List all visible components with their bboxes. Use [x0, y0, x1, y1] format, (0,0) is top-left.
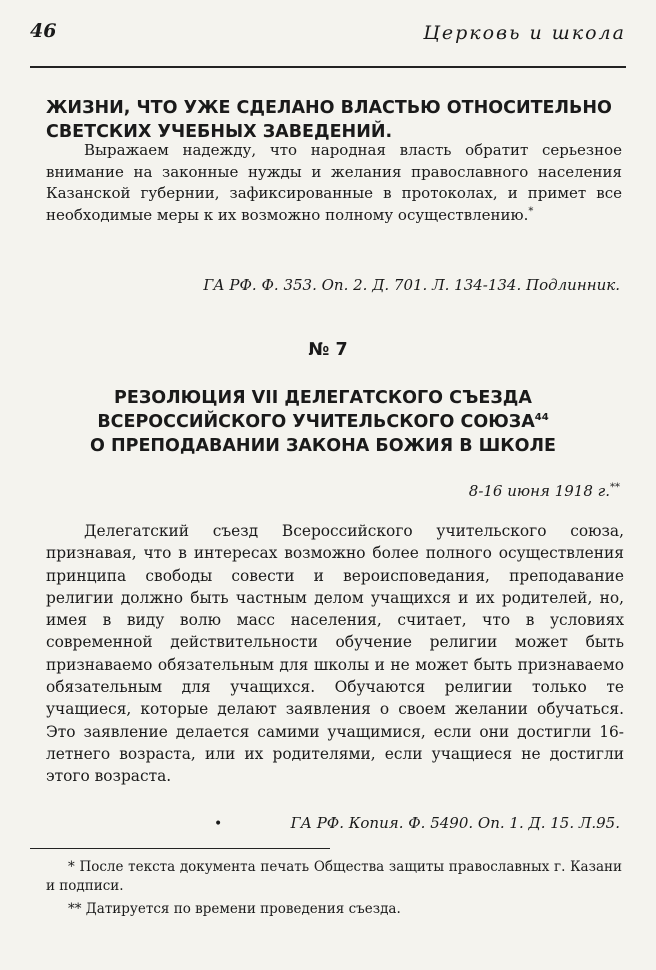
document-number: № 7 [308, 340, 348, 360]
continued-paragraph [46, 140, 622, 226]
archive-citation: ГА РФ. Копия. Ф. 5490. Оп. 1. Д. 15. Л.95. [290, 814, 620, 832]
document-title [20, 386, 626, 458]
footnote-text: Датируется по времени проведения съезда. [85, 901, 401, 917]
footnote-text: После текста документа печать Общества защиты православных г. Казани и подписи. [46, 859, 622, 894]
footnote [68, 900, 622, 919]
document-title-line: РЕЗОЛЮЦИЯ VII ДЕЛЕГАТСКОГО СЪЕЗДА [114, 388, 532, 408]
paragraph-text: Выражаем надежду, что народная власть обратит серьезное внимание на законные нужды и желания православного населения Казанской губернии, зафиксированные в протоколах, и примет все необходимые меры к их возможно полному осуществлению. [46, 141, 622, 224]
continued-heading-line: ЖИЗНИ, ЧТО УЖЕ СДЕЛАНО ВЛАСТЬЮ ОТНОСИТЕЛЬНО [46, 98, 612, 118]
document-date: 8-16 июня 1918 г.** [468, 482, 620, 500]
page-header [30, 14, 626, 54]
footnote [46, 858, 622, 896]
endnote-marker: 44 [534, 412, 549, 424]
footnote-mark: ** [68, 901, 82, 917]
footnote-rule [30, 848, 330, 849]
bullet-mark: • [214, 816, 223, 832]
footnote-mark: * [68, 859, 75, 875]
footnote-marker: * [528, 205, 534, 217]
document-title-line: ВСЕРОССИЙСКОГО УЧИТЕЛЬСКОГО СОЮЗА$^{44}$ [97, 412, 549, 432]
footnote-marker: ** [610, 482, 620, 493]
header-rule [30, 66, 626, 68]
running-title: Церковь и школа [423, 22, 626, 44]
page-number: 46 [30, 20, 57, 42]
continued-heading-line: СВЕТСКИХ УЧЕБНЫХ ЗАВЕДЕНИЙ. [46, 122, 393, 142]
document-title-line: О ПРЕПОДАВАНИИ ЗАКОНА БОЖИЯ В ШКОЛЕ [90, 436, 556, 456]
archive-citation: ГА РФ. Ф. 353. Оп. 2. Д. 701. Л. 134-134. Подлинник. [203, 276, 620, 294]
continued-heading [46, 96, 626, 144]
resolution-text: Делегатский съезд Всероссийского учительского союза, признавая, что в интересах возможно более полного осуществления принципа свободы совести и вероисповедания, преподавание религии должно быть частным делом учащихся и их родителей, но, имея в виду волю масс населения, считает, что в условиях современной действительности обучение религии может быть признаваемо обязательным для школы и не может быть признаваемо обязательным для учащихся. Обучаются религии только те учащиеся, которые делают заявления о своем желании обучаться. Это заявление делается самими учащимися, если они достигли 16-летнего возраста, или их родителями, если учащиеся не достигли этого возраста. [46, 522, 624, 786]
